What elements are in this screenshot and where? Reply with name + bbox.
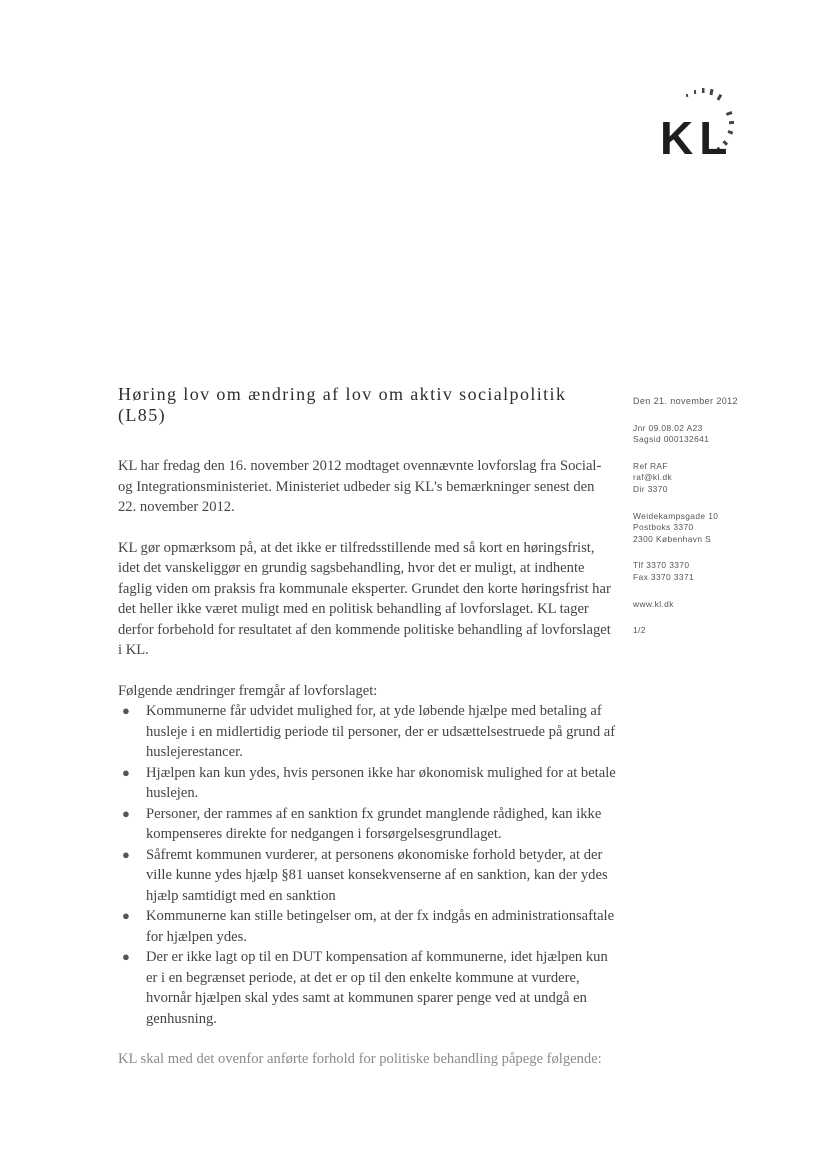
letter-body	[118, 384, 616, 1090]
journal-number: Jnr 09.08.02 A23	[633, 422, 703, 433]
bullet-icon: ●	[122, 805, 130, 821]
city: 2300 København S	[633, 533, 712, 544]
phone-block	[633, 560, 803, 583]
reference-block	[633, 423, 803, 446]
list-item-text: Såfremt kommunen vurderer, at personens økonomiske forhold betyder, at der ville kunne ydes hjælp §81 uanset konsekvenserne af en sanktion, kan der ydes hjælp samtidigt med en sanktion	[146, 846, 608, 904]
bullet-icon: ●	[122, 908, 130, 923]
list-item-text: Kommunerne kan stille betingelser om, at der fx indgås en administrationsaftale for hjælpen ydes.	[146, 908, 615, 945]
bullet-icon: ●	[122, 764, 130, 780]
case-id: Sagsid 000132641	[633, 434, 710, 445]
list-item	[118, 804, 616, 845]
bullet-icon: ●	[122, 703, 130, 718]
list-item-text: Personer, der rammes af en sanktion fx grundet manglende rådighed, kan ikke kompenseres direkte for nedgangen i forsørgelsesgrundlaget.	[146, 805, 602, 842]
list-item	[118, 906, 616, 947]
contact-block	[633, 461, 803, 496]
direct-phone: Dir 3370	[633, 483, 668, 494]
list-item	[118, 763, 616, 804]
list-item	[118, 845, 616, 907]
page-number: 1/2	[633, 625, 646, 636]
list-intro: Følgende ændringer fremgår af lovforslaget:	[118, 682, 378, 699]
contact-email: raf@kl.dk	[633, 472, 673, 483]
bullet-icon: ●	[122, 846, 130, 862]
letter-date: Den 21. november 2012	[633, 396, 738, 406]
street-address: Weidekampsgade 10	[633, 510, 719, 521]
bullet-icon: ●	[122, 949, 130, 964]
closing-paragraph: KL skal med det ovenfor anførte forhold for politiske behandling påpege følgende:	[118, 1051, 602, 1067]
list-item-text: Hjælpen kan kun ydes, hvis personen ikke har økonomisk mulighed for at betale huslejen.	[146, 764, 616, 801]
sidebar-metadata	[633, 396, 803, 637]
paragraph-2: KL gør opmærksom på, at det ikke er tilfredsstillende med så kort en høringsfrist, idet det vanskeliggør en grundig sagsbehandling, hvor det er muligt, at indhente faglig viden om praksis fra kommunale eksperter. Grundet den korte høringsfrist har det heller ikke været muligt med en politisk behandling af lovforslaget. KL tager derfor forbehold for resultatet af den kommende politiske behandling af lovforslaget i KL.	[118, 539, 611, 658]
reference-initials: Ref RAF	[633, 460, 668, 471]
list-item	[118, 701, 616, 763]
list-item-text: Der er ikke lagt op til en DUT kompensation af kommunerne, idet hjælpen kun er i en begrænset periode, at det er op til den enkelte kommune at vurdere, hvornår hjælpen skal ydes samt at kommunen sparer penge ved at undgå en genhusning.	[146, 949, 608, 1027]
postbox: Postboks 3370	[633, 522, 694, 533]
fax-number: Fax 3370 3371	[633, 571, 695, 582]
address-block	[633, 511, 803, 546]
changes-list	[118, 701, 616, 1029]
paragraph-1: KL har fredag den 16. november 2012 modtaget ovennævnte lovforslag fra Social- og Integrationsministeriet. Ministeriet udbeder sig KL's bemærkninger senest den 22. november 2012.	[118, 458, 602, 515]
list-item	[118, 947, 616, 1029]
website: www.kl.dk	[633, 598, 674, 609]
logo-text: KL	[660, 112, 734, 164]
phone-number: Tlf 3370 3370	[633, 560, 690, 571]
list-item-text: Kommunerne får udvidet mulighed for, at yde løbende hjælpe med betaling af husleje i en midlertidig periode til personer, der er udsættelsestruede på grund af huslejerestancer.	[146, 703, 616, 760]
letter-title: Høring lov om ændring af lov om aktiv socialpolitik (L85)	[118, 384, 567, 425]
kl-logo	[660, 78, 760, 168]
